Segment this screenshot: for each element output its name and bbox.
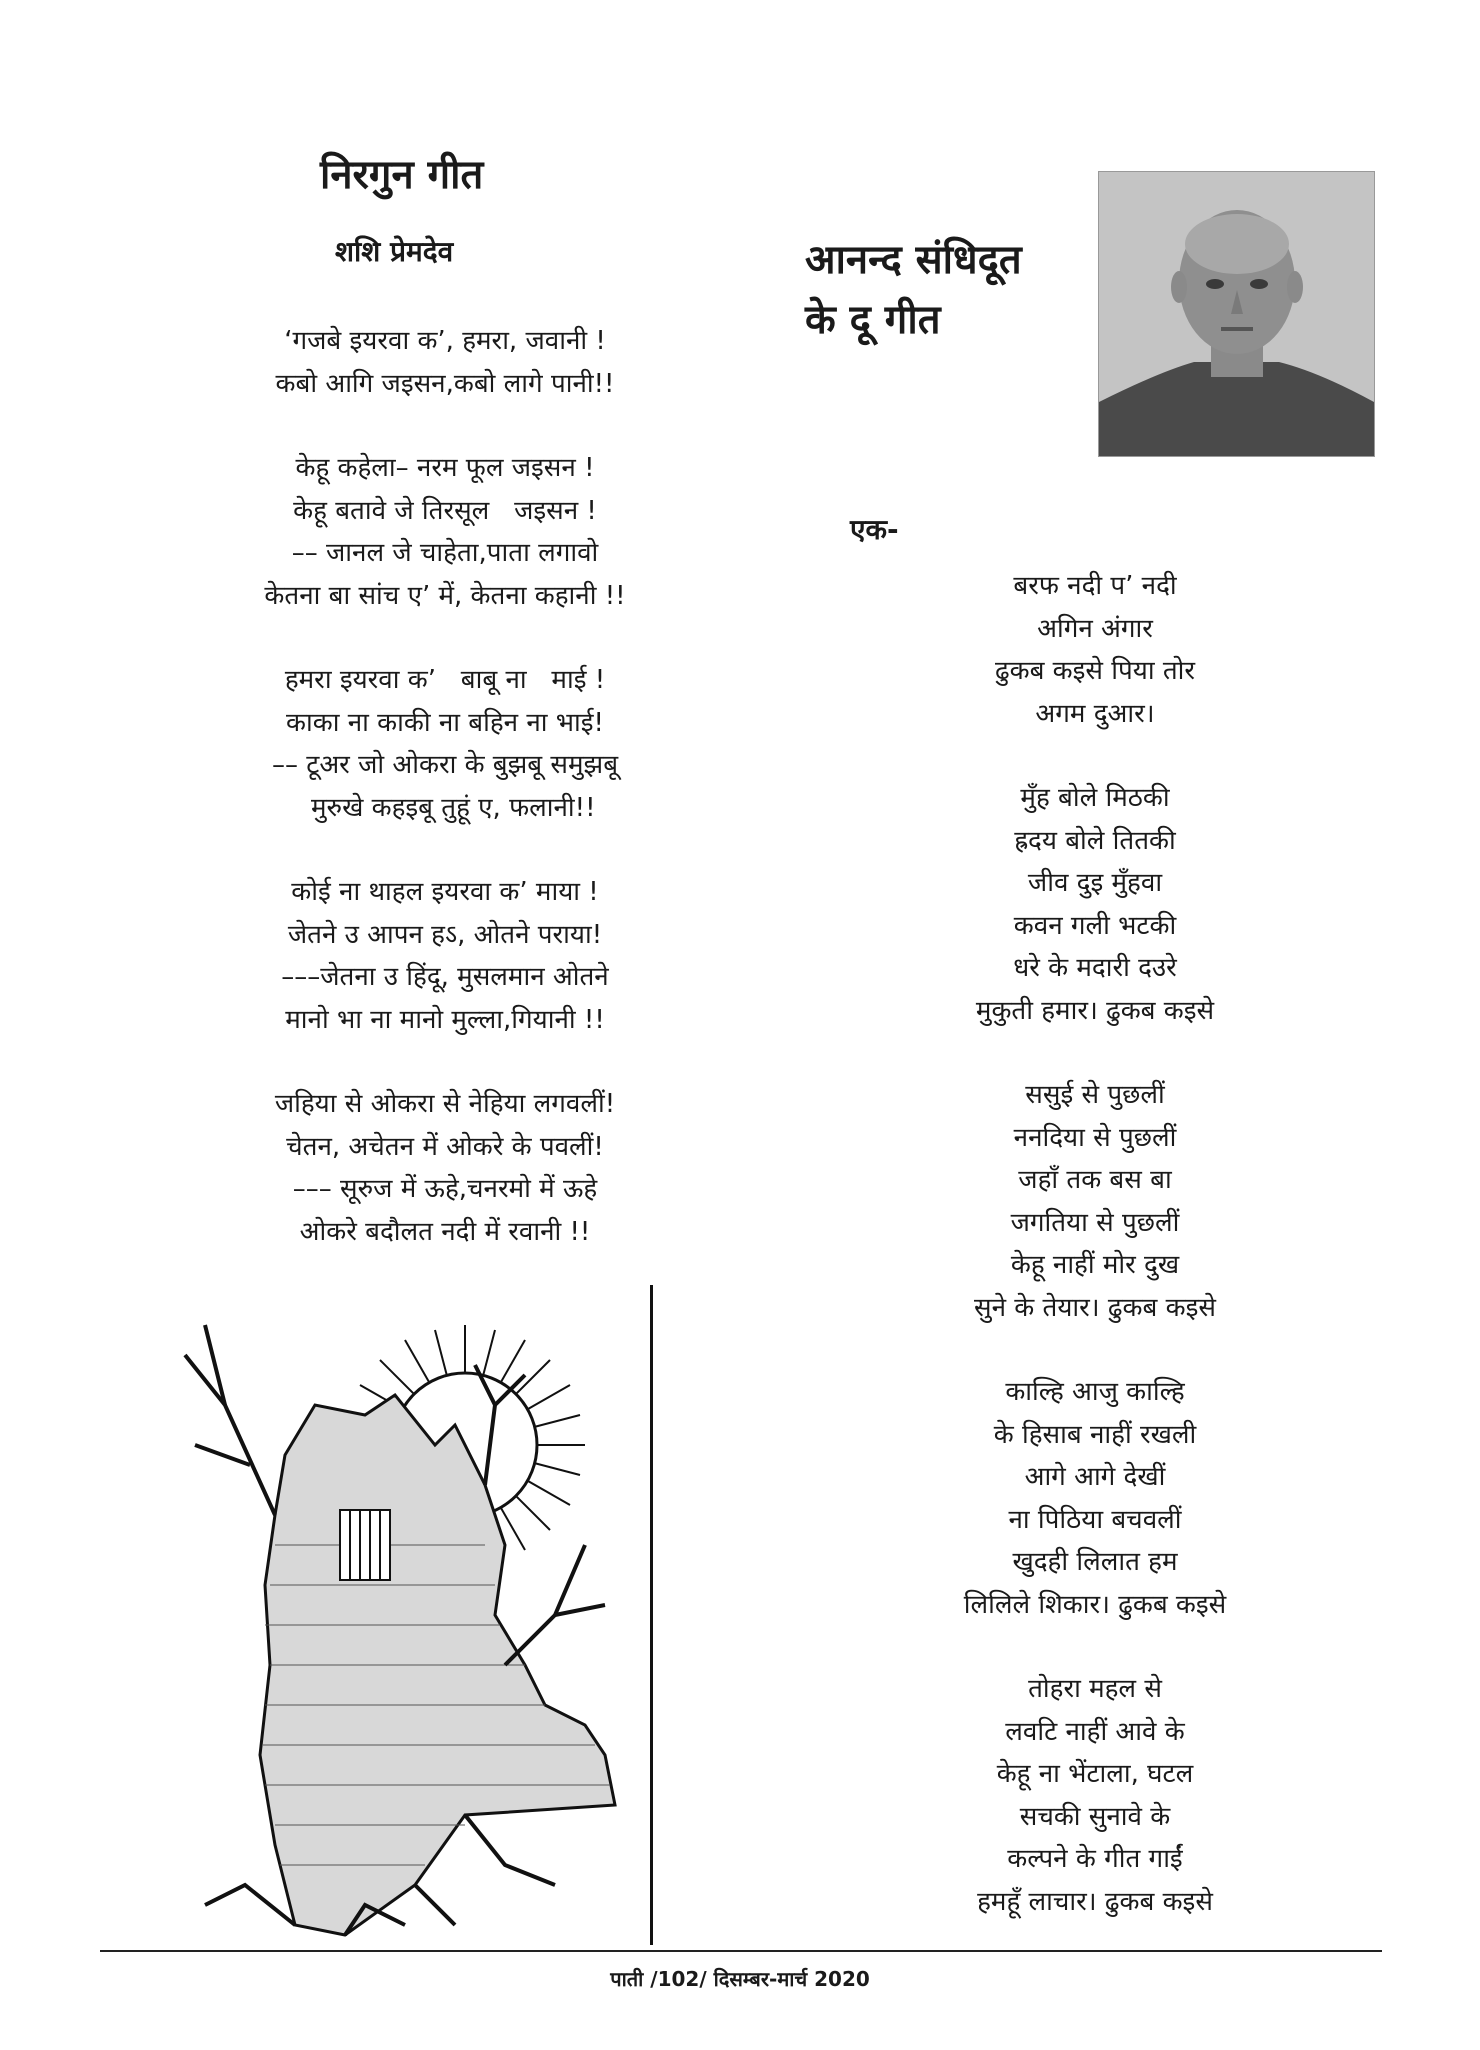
- poem-line: ––– सूरुज में ऊहे,चनरमो में ऊहे: [292, 1174, 598, 1204]
- poem-line: अगिन अंगार: [1037, 613, 1153, 644]
- poem-line: ननदिया से पुछलीं: [1013, 1122, 1177, 1153]
- poem-line: लिलिले शिकार। ढुकब कइसे: [963, 1589, 1227, 1620]
- poem-line: –– जानल जे चाहेता,पाता लगावो: [291, 538, 599, 568]
- poem-line: ढुकब कइसे पिया तोर: [994, 656, 1196, 686]
- left-stanza: [180, 871, 710, 1041]
- poem-line: काका ना काकी ना बहिन ना भाई!: [286, 707, 604, 738]
- poem-line: तोहरा महल से: [1028, 1674, 1162, 1704]
- poem-line: सचकी सुनावे के: [1019, 1801, 1171, 1832]
- sun-wall-tree-illustration: [165, 1285, 665, 1950]
- poem-line: के हिसाब नाहीं रखली: [993, 1419, 1197, 1450]
- right-stanza: [870, 1371, 1320, 1626]
- poem-line: जीव दुइ मुँहवा: [1027, 868, 1163, 898]
- poem-line: काल्हि आजु काल्हि: [1005, 1377, 1185, 1407]
- poem-line: ओकरे बदौलत नदी में रवानी !!: [299, 1216, 591, 1247]
- left-poem-title: निरगुन गीत: [320, 152, 484, 198]
- poem-line: आगे आगे देखीं: [1024, 1462, 1166, 1492]
- poem-line: जेतने उ आपन हऽ, ओतने पराया!: [287, 919, 603, 950]
- poem-line: ससुई से पुछलीं: [1025, 1080, 1165, 1110]
- right-stanza: [870, 1074, 1320, 1329]
- poem-line: केहू ना भेंटाला, घटल: [996, 1759, 1194, 1789]
- left-stanza: [180, 447, 710, 617]
- poem-line: –––जेतना उ हिंदू, मुसलमान ओतने: [281, 962, 609, 992]
- left-stanza: [180, 1083, 710, 1253]
- ink-illustration: [165, 1285, 665, 1950]
- poem-line: केतना बा सांच ए’ में, केतना कहानी !!: [264, 580, 626, 611]
- poem-line: अगम दुआर।: [1035, 698, 1155, 729]
- poem-line: केहू बतावे जे तिरसूल जइसन !: [293, 495, 597, 526]
- poem-line: हमहूँ लाचार। ढुकब कइसे: [977, 1886, 1213, 1917]
- right-stanza: [870, 777, 1320, 1032]
- poem-line: कवन गली भटकी: [1013, 910, 1177, 941]
- author-portrait-image: [1099, 172, 1374, 456]
- poem-line: मानो भा ना मानो मुल्ला,गियानी !!: [285, 1004, 605, 1035]
- poem-line: केहू नाहीं मोर दुख: [1010, 1250, 1180, 1280]
- poem-line: मुँह बोले मिठकी: [1020, 783, 1170, 813]
- right-poem-heading: [805, 230, 1022, 350]
- right-heading-line1: आनन्द संधिदूत: [805, 237, 1022, 283]
- poem-line: मुरुखे कहइबू तुहूं ए, फलानी!!: [294, 792, 596, 823]
- poem-line: बरफ नदी प’ नदी: [1013, 571, 1177, 601]
- section-label: एक-: [850, 513, 899, 546]
- author-photo: [1098, 171, 1375, 457]
- poem-line: कबो आगि जइसन,कबो लागे पानी!!: [275, 368, 615, 399]
- poem-line: –– टूअर जो ओकरा के बुझबू समुझबू: [271, 750, 619, 780]
- poem-line: ना पिठिया बचवलीं: [1008, 1504, 1182, 1535]
- poem-line: केहू कहेला– नरम फूल जइसन !: [295, 453, 595, 483]
- right-stanza: [870, 565, 1320, 735]
- page-footer: पाती /102/ दिसम्बर-मार्च 2020: [610, 1967, 870, 1991]
- poem-line: हमरा इयरवा क’ बाबू ना माई !: [284, 665, 606, 695]
- poem-line: चेतन, अचेतन में ओकरे के पवलीं!: [286, 1131, 604, 1162]
- right-poem-body: [870, 565, 1320, 1965]
- poem-line: जहिया से ओकरा से नेहिया लगवलीं!: [274, 1089, 616, 1119]
- vertical-divider: [650, 1285, 653, 1945]
- poem-line: जगतिया से पुछलीं: [1010, 1207, 1180, 1238]
- poem-line: कल्पने के गीत गाईं: [1007, 1844, 1183, 1874]
- left-poem-author: शशि प्रेमदेव: [335, 235, 454, 268]
- poem-line: ‘गजबे इयरवा क’, हमरा, जवानी !: [284, 326, 606, 356]
- left-stanza: [180, 320, 710, 405]
- poem-line: खुदही लिलात हम: [1012, 1547, 1178, 1577]
- poem-line: कोई ना थाहल इयरवा क’ माया !: [291, 877, 599, 907]
- footer-rule: [100, 1950, 1382, 1952]
- poem-line: धरे के मदारी दउरे: [1013, 953, 1177, 983]
- left-stanza: [180, 659, 710, 829]
- poem-line: जहाँ तक बस बा: [1018, 1165, 1172, 1195]
- poem-line: लवटि नाहीं आवे के: [1005, 1716, 1185, 1747]
- right-stanza: [870, 1668, 1320, 1923]
- right-heading-line2: के दू गीत: [805, 297, 941, 343]
- poem-line: सुने के तेयार। ढुकब कइसे: [974, 1292, 1216, 1323]
- poem-line: ह्रदय बोले तितकी: [1014, 825, 1176, 856]
- poem-line: मुकुती हमार। ढुकब कइसे: [975, 995, 1215, 1026]
- left-poem-body: [180, 320, 710, 1295]
